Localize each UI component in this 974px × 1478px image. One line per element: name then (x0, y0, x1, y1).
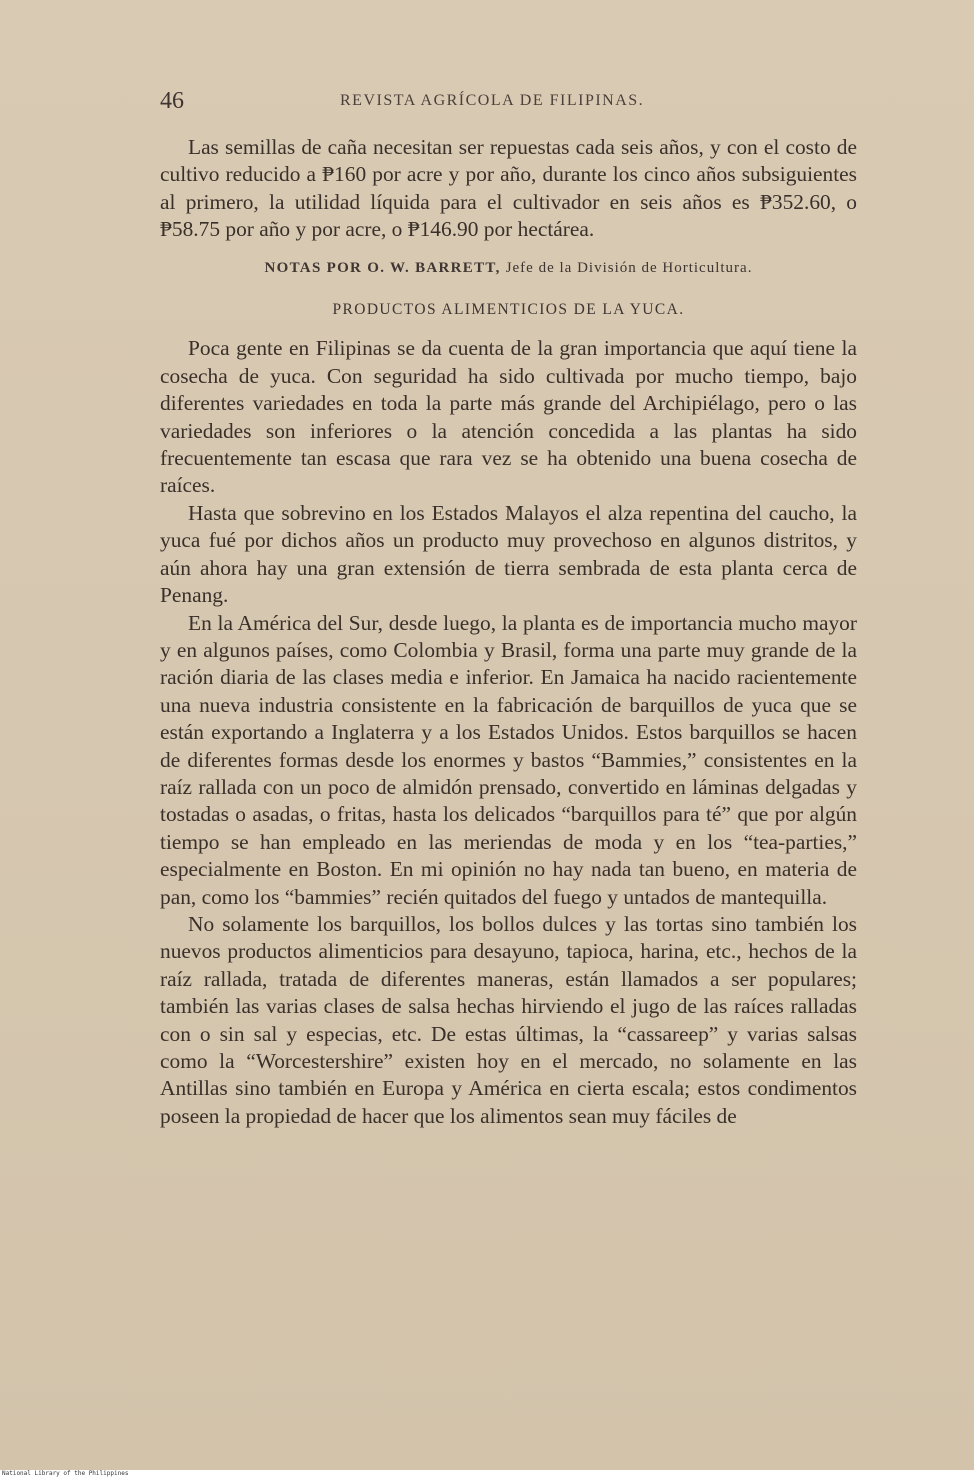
journal-title: REVISTA AGRÍCOLA DE FILIPINAS. (340, 92, 645, 109)
article-body (160, 134, 857, 1130)
byline-title: Jefe de la División de Horticultura. (505, 259, 753, 276)
paragraph: En la América del Sur, desde luego, la planta es de importancia mucho mayor y en algunos países, como Colombia y Brasil, forma una parte muy grande de la ración diaria de las clases media e inferior. En Jamaica ha nacido racientemente una nueva industria consistente en la fabricación de barquillos de yuca que se están exportando a Inglaterra y a los Estados Unidos. Estos barquillos se hacen de diferentes formas desde los enormes y bastos “Bammies,” consistentes en la raíz rallada con un poco de almidón prensado, convertido en láminas delgadas y tostadas o asadas, o fritas, hasta los delicados “barquillos para té” que por algún tiempo se han empleado en las meriendas de moda y en los “tea-parties,” especialmente en Boston. En mi opinión no hay nada tan bueno, en materia de pan, como los “bammies” recién quitados del fuego y untados de mantequilla. (160, 610, 857, 909)
section-title: PRODUCTOS ALIMENTICIOS DE LA YUCA. (332, 301, 685, 319)
paragraph: Hasta que sobrevino en los Estados Malayos el alza repentina del caucho, la yuca fué por dichos años un producto muy provechoso en algunos distritos, y aún ahora hay una gran extensión de tierra sembrada de esta planta cerca de Penang. (160, 500, 857, 608)
byline-author: NOTAS POR O. W. BARRETT, (264, 259, 501, 276)
running-head (160, 88, 860, 116)
paragraph: Poca gente en Filipinas se da cuenta de la gran importancia que aquí tiene la cosecha de yuca. Con seguridad ha sido cultivada por mucho tiempo, bajo diferentes variedades en toda la parte más grande del Archipiélago, pero o las variedades son inferiores o la atención concedida a las plantas ha sido frecuentemente tan escasa que rara vez se ha obtenido una buena cosecha de raíces. (160, 336, 857, 498)
byline (160, 255, 857, 282)
paragraph-intro: Las semillas de caña necesitan ser repuestas cada seis años, y con el costo de cultivo reducido a ₱160 por acre y por año, durante los cinco años subsiguientes al primero, la utilidad líquida para el cultivador en seis años es ₱352.60, o ₱58.75 por año y por acre, o ₱146.90 por hectárea. (160, 135, 857, 242)
paragraph: No solamente los barquillos, los bollos dulces y las tortas sino también los nuevos productos alimenticios para desayuno, tapioca, harina, etc., hechos de la raíz rallada, tratada de diferentes maneras, están llamados a ser populares; también las varias clases de salsa hechas hirviendo el jugo de las raíces ralladas con o sin sal y especias, etc. De estas últimas, la “cassareep” y varias salsas como la “Worcestershire” existen hoy en el mercado, no solamente en las Antillas sino también en Europa y América en cierta escala; estos condimentos poseen la propiedad de hacer que los alimentos sean muy fáciles de (160, 911, 857, 1128)
page-number: 46 (160, 88, 184, 114)
footer-source: National Library of the Philippines (2, 1470, 974, 1478)
